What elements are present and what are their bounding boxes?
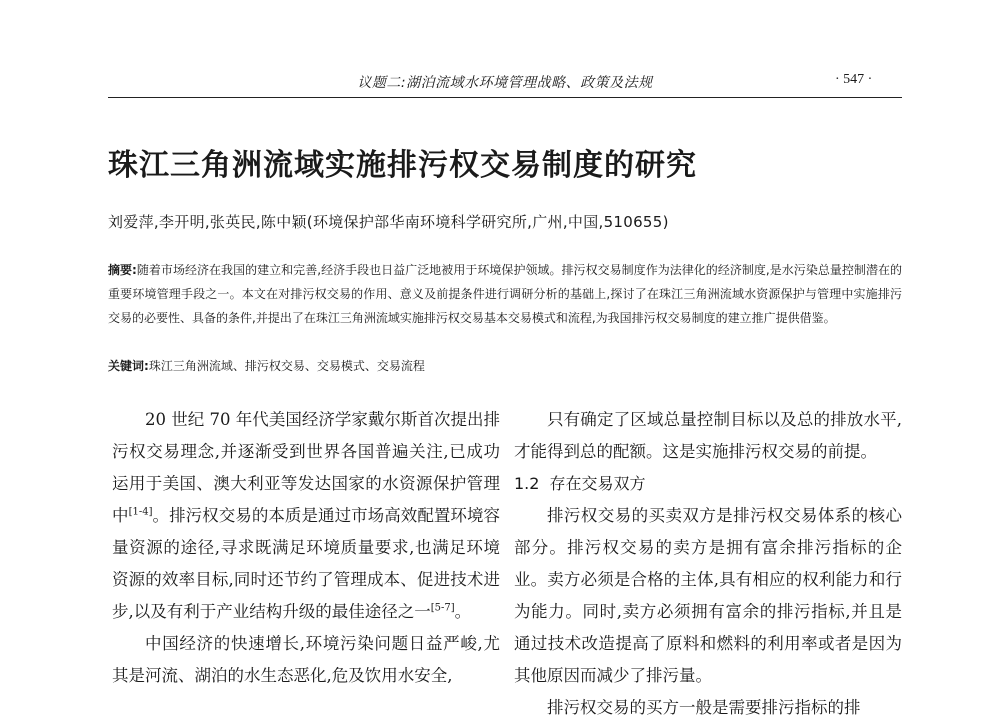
paragraph: 排污权交易的买卖双方是排污权交易体系的核心部分。排污权交易的卖方是拥有富余排污指标的企业。卖方必须是合格的主体,具有相应的权利能力和行为能力。同时,卖方必须拥有富余的排污指标,并且是通过技术改造提高了原料和燃料的利用率或者是因为其他原因而减少了排污量。 — [514, 506, 902, 685]
paper-title: 珠江三角洲流域实施排污权交易制度的研究 — [108, 148, 697, 183]
abstract — [108, 258, 902, 330]
abstract-label: 摘要: — [108, 263, 137, 277]
running-header-title: 议题二:湖泊流域水环境管理战略、政策及法规 — [357, 75, 653, 91]
header-rule — [108, 97, 902, 98]
author-line: 刘爱萍,李开明,张英民,陈中颖(环境保护部华南环境科学研究所,广州,中国,510655) — [108, 213, 669, 231]
paragraph: 只有确定了区域总量控制目标以及总的排放水平,才能得到总的配额。这是实施排污权交易的前提。 — [514, 410, 902, 461]
section-heading — [514, 468, 902, 500]
citation: [5-7] — [430, 602, 455, 614]
paragraph: 排污权交易的买方一般是需要排污指标的排 — [547, 698, 861, 717]
right-column — [514, 404, 902, 724]
citation: [1-4] — [128, 506, 153, 518]
keywords — [108, 354, 902, 378]
section-number: 1.2 — [514, 474, 540, 493]
abstract-text: 随着市场经济在我国的建立和完善,经济手段也日益广泛地被用于环境保护领域。排污权交易制度作为法律化的经济制度,是水污染总量控制潜在的重要环境管理手段之一。本文在对排污权交易的作用、意义及前提条件进行调研分析的基础上,探讨了在珠江三角洲流域水资源保护与管理中实施排污交易的必要性、具备的条件,并提出了在珠江三角洲流域实施排污权交易基本交易模式和流程,为我国排污权交易制度的建立推广提供借鉴。 — [108, 263, 902, 325]
section-title: 存在交易双方 — [549, 474, 646, 493]
paragraph: 中国经济的快速增长,环境污染问题日益严峻,尤其是河流、湖泊的水生态恶化,危及饮用水安全, — [112, 634, 500, 685]
left-column — [112, 404, 500, 692]
paragraph-text: 。 — [454, 602, 472, 621]
keywords-label: 关键词: — [108, 359, 149, 373]
paragraph — [112, 404, 500, 628]
paragraph-text: 20 世纪 70 年代美国经济学家戴尔斯首次提出排污权交易理念,并逐渐受到世界各国普遍关注,已成功运用于美国、澳大利亚等发达国家的水资源保护管理中 — [112, 410, 500, 525]
keywords-text: 珠江三角洲流域、排污权交易、交易模式、交易流程 — [148, 359, 425, 373]
paragraph-text: 。排污权交易的本质是通过市场高效配置环境容量资源的途径,寻求既满足环境质量要求,也满足环境资源的效率目标,同时还节约了管理成本、促进技术进步,以及有利于产业结构升级的最佳途径之一 — [112, 506, 501, 621]
page-number: · 547 · — [835, 72, 873, 87]
